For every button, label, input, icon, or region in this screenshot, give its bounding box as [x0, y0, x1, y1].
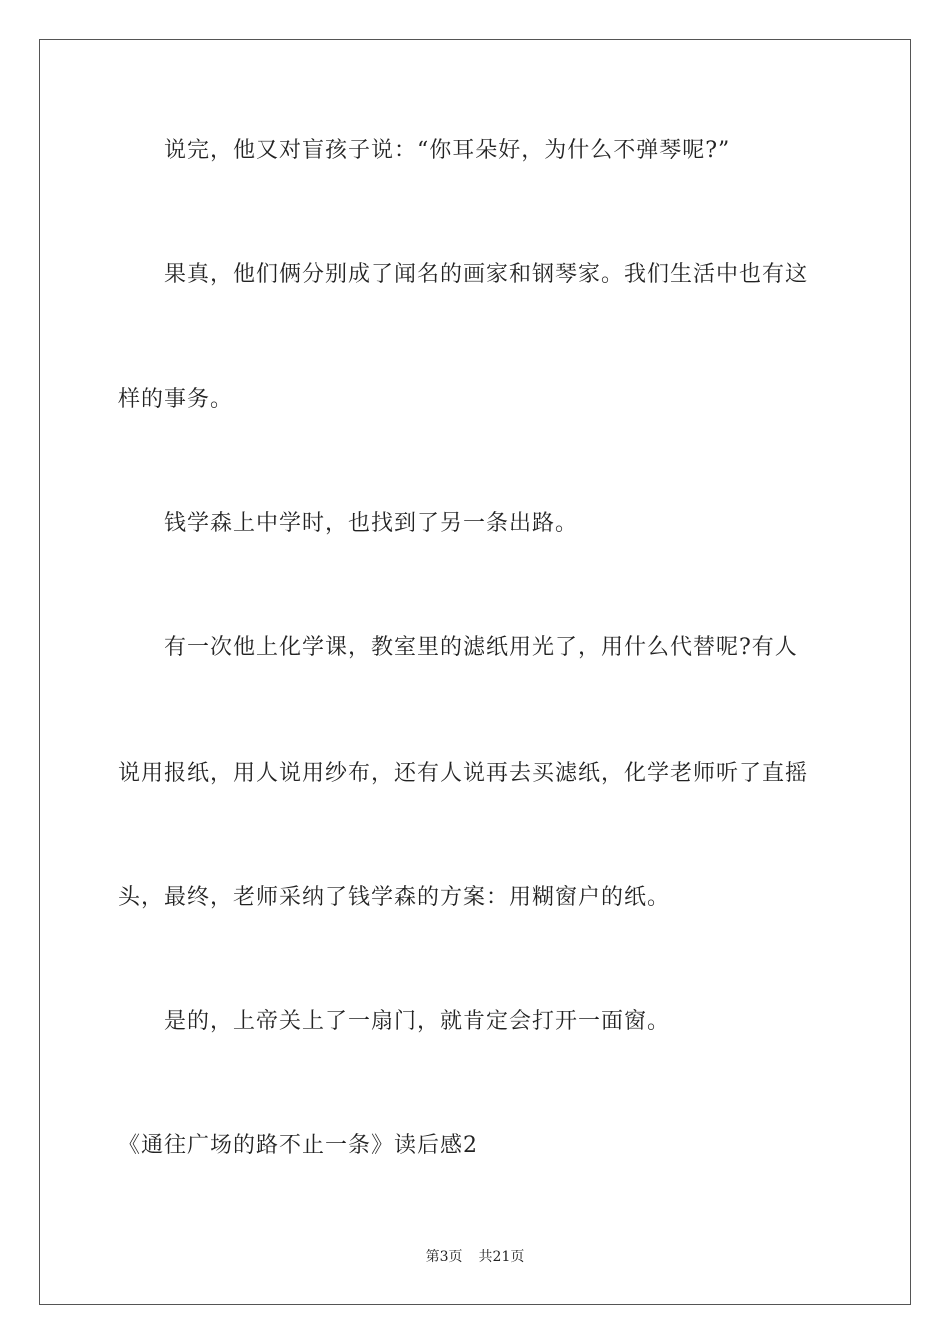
paragraph-line: 说用报纸，用人说用纱布，还有人说再去买滤纸，化学老师听了直摇 [118, 761, 809, 786]
paragraph-line: 头，最终，老师采纳了钱学森的方案：用糊窗户的纸。 [118, 885, 671, 910]
paragraph-line: 是的，上帝关上了一扇门，就肯定会打开一面窗。 [164, 1009, 671, 1034]
paragraph-line: 样的事务。 [118, 387, 234, 412]
section-heading: 《通往广场的路不止一条》读后感2 [118, 1133, 478, 1158]
paragraph-line: 果真，他们俩分别成了闻名的画家和钢琴家。我们生活中也有这 [164, 262, 809, 287]
total-pages: 共21页 [478, 1249, 525, 1265]
paragraph-line: 钱学森上中学时，也找到了另一条出路。 [164, 511, 579, 536]
page-number: 第3页 [425, 1249, 463, 1265]
paragraph-line: 说完，他又对盲孩子说：“你耳朵好，为什么不弹琴呢?” [164, 138, 731, 163]
page-footer [0, 1248, 950, 1266]
paragraph-line: 有一次他上化学课，教室里的滤纸用光了，用什么代替呢?有人 [164, 635, 798, 660]
page-border [39, 39, 911, 1305]
